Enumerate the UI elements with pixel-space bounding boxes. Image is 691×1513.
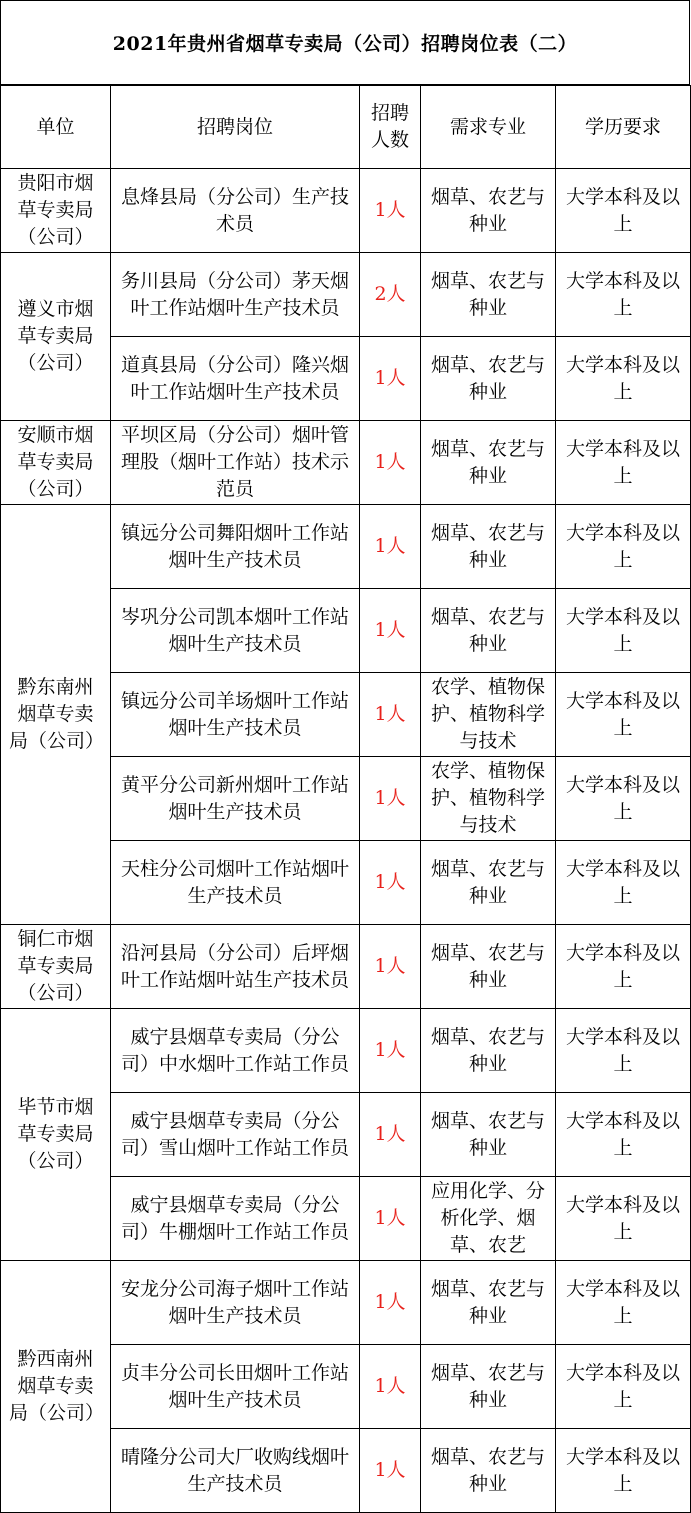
major-cell: 烟草、农艺与种业 — [421, 1261, 556, 1345]
table-row — [1, 169, 691, 253]
position-cell: 务川县局（分公司）茅天烟叶工作站烟叶生产技术员 — [111, 253, 360, 337]
count-cell: 1人 — [360, 757, 421, 841]
education-cell: 大学本科及以上 — [556, 841, 691, 925]
unit-cell: 毕节市烟草专卖局（公司） — [1, 1009, 111, 1261]
education-cell: 大学本科及以上 — [556, 757, 691, 841]
position-cell: 镇远分公司舞阳烟叶工作站烟叶生产技术员 — [111, 505, 360, 589]
unit-cell: 黔东南州烟草专卖局（公司） — [1, 505, 111, 925]
position-cell: 息烽县局（分公司）生产技术员 — [111, 169, 360, 253]
position-cell: 天柱分公司烟叶工作站烟叶生产技术员 — [111, 841, 360, 925]
table-row — [1, 253, 691, 337]
count-cell: 1人 — [360, 841, 421, 925]
education-cell: 大学本科及以上 — [556, 1345, 691, 1429]
education-cell: 大学本科及以上 — [556, 505, 691, 589]
header-position: 招聘岗位 — [111, 86, 360, 169]
education-cell: 大学本科及以上 — [556, 169, 691, 253]
major-cell: 烟草、农艺与种业 — [421, 589, 556, 673]
count-cell: 1人 — [360, 421, 421, 505]
education-cell: 大学本科及以上 — [556, 1177, 691, 1261]
table-row — [1, 1261, 691, 1345]
education-cell: 大学本科及以上 — [556, 1009, 691, 1093]
unit-cell: 黔西南州烟草专卖局（公司） — [1, 1261, 111, 1513]
count-cell: 1人 — [360, 589, 421, 673]
header-count: 招聘人数 — [360, 86, 421, 169]
count-cell: 1人 — [360, 169, 421, 253]
table-row — [1, 1009, 691, 1093]
major-cell: 烟草、农艺与种业 — [421, 169, 556, 253]
major-cell: 烟草、农艺与种业 — [421, 1093, 556, 1177]
table-row — [1, 505, 691, 589]
major-cell: 应用化学、分析化学、烟草、农艺 — [421, 1177, 556, 1261]
header-major: 需求专业 — [421, 86, 556, 169]
recruitment-table — [0, 85, 691, 1513]
position-cell: 威宁县烟草专卖局（分公司）中水烟叶工作站工作员 — [111, 1009, 360, 1093]
major-cell: 烟草、农艺与种业 — [421, 1345, 556, 1429]
education-cell: 大学本科及以上 — [556, 1261, 691, 1345]
count-cell: 1人 — [360, 673, 421, 757]
major-cell: 农学、植物保护、植物科学与技术 — [421, 757, 556, 841]
count-cell: 1人 — [360, 1009, 421, 1093]
table-body — [1, 169, 691, 1513]
position-cell: 晴隆分公司大厂收购线烟叶生产技术员 — [111, 1429, 360, 1513]
count-cell: 1人 — [360, 1261, 421, 1345]
education-cell: 大学本科及以上 — [556, 1093, 691, 1177]
major-cell: 烟草、农艺与种业 — [421, 925, 556, 1009]
table-title: 2021年贵州省烟草专卖局（公司）招聘岗位表（二） — [0, 0, 690, 85]
count-cell: 1人 — [360, 505, 421, 589]
education-cell: 大学本科及以上 — [556, 337, 691, 421]
position-cell: 威宁县烟草专卖局（分公司）牛棚烟叶工作站工作员 — [111, 1177, 360, 1261]
count-cell: 1人 — [360, 925, 421, 1009]
count-cell: 1人 — [360, 1429, 421, 1513]
education-cell: 大学本科及以上 — [556, 421, 691, 505]
major-cell: 烟草、农艺与种业 — [421, 505, 556, 589]
unit-cell: 贵阳市烟草专卖局（公司） — [1, 169, 111, 253]
position-cell: 安龙分公司海子烟叶工作站烟叶生产技术员 — [111, 1261, 360, 1345]
major-cell: 烟草、农艺与种业 — [421, 337, 556, 421]
count-cell: 1人 — [360, 1345, 421, 1429]
position-cell: 黄平分公司新州烟叶工作站烟叶生产技术员 — [111, 757, 360, 841]
major-cell: 烟草、农艺与种业 — [421, 1429, 556, 1513]
table-row — [1, 421, 691, 505]
major-cell: 烟草、农艺与种业 — [421, 1009, 556, 1093]
education-cell: 大学本科及以上 — [556, 1429, 691, 1513]
position-cell: 沿河县局（分公司）后坪烟叶工作站烟叶站生产技术员 — [111, 925, 360, 1009]
header-unit: 单位 — [1, 86, 111, 169]
position-cell: 平坝区局（分公司）烟叶管理股（烟叶工作站）技术示范员 — [111, 421, 360, 505]
unit-cell: 遵义市烟草专卖局（公司） — [1, 253, 111, 421]
count-cell: 2人 — [360, 253, 421, 337]
education-cell: 大学本科及以上 — [556, 925, 691, 1009]
major-cell: 烟草、农艺与种业 — [421, 841, 556, 925]
header-education: 学历要求 — [556, 86, 691, 169]
education-cell: 大学本科及以上 — [556, 589, 691, 673]
count-cell: 1人 — [360, 337, 421, 421]
major-cell: 烟草、农艺与种业 — [421, 421, 556, 505]
header-row — [1, 86, 691, 169]
major-cell: 农学、植物保护、植物科学与技术 — [421, 673, 556, 757]
position-cell: 镇远分公司羊场烟叶工作站烟叶生产技术员 — [111, 673, 360, 757]
table-row — [1, 925, 691, 1009]
unit-cell: 安顺市烟草专卖局（公司） — [1, 421, 111, 505]
education-cell: 大学本科及以上 — [556, 253, 691, 337]
major-cell: 烟草、农艺与种业 — [421, 253, 556, 337]
education-cell: 大学本科及以上 — [556, 673, 691, 757]
position-cell: 贞丰分公司长田烟叶工作站烟叶生产技术员 — [111, 1345, 360, 1429]
count-cell: 1人 — [360, 1177, 421, 1261]
position-cell: 威宁县烟草专卖局（分公司）雪山烟叶工作站工作员 — [111, 1093, 360, 1177]
count-cell: 1人 — [360, 1093, 421, 1177]
position-cell: 岑巩分公司凯本烟叶工作站烟叶生产技术员 — [111, 589, 360, 673]
unit-cell: 铜仁市烟草专卖局（公司） — [1, 925, 111, 1009]
position-cell: 道真县局（分公司）隆兴烟叶工作站烟叶生产技术员 — [111, 337, 360, 421]
